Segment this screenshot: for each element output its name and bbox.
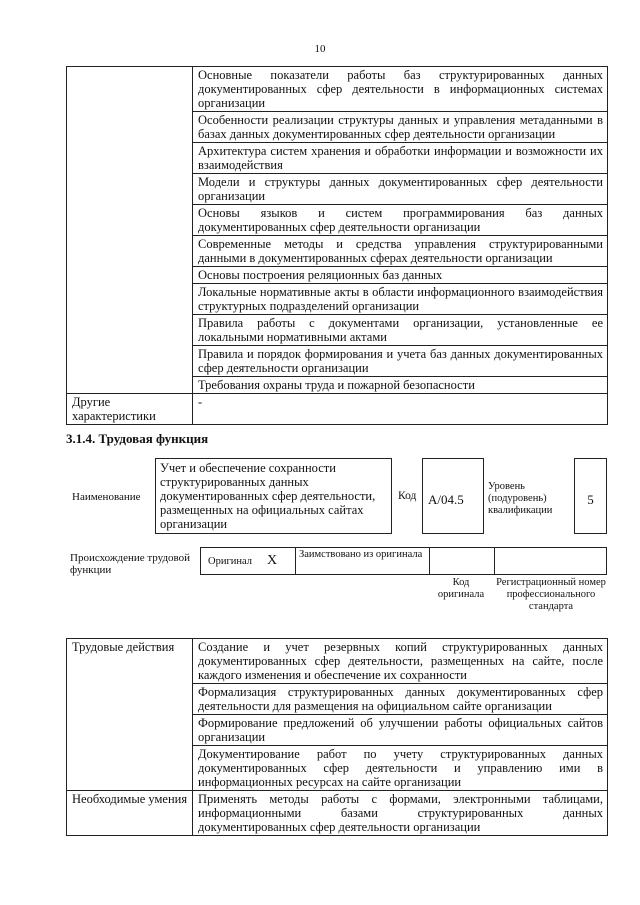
other-characteristics-label: Другие характеристики [67, 394, 193, 425]
action-item: Создание и учет резервных копий структурированных данных документированных сфер деятельности, размещенных на сайте, после каждого изменения и обеспечение их сохранности [193, 639, 608, 684]
knowledge-item: Правила работы с документами организации, установленные ее локальными нормативными актами [193, 315, 608, 346]
original-label: Оригинал [208, 556, 252, 567]
name-label: Наименование [72, 491, 141, 503]
skills-label: Необходимые умения [67, 791, 193, 836]
page-number: 10 [314, 43, 326, 55]
knowledge-item: Современные методы и средства управления структурированными данными в документированных сферах деятельности организации [193, 236, 608, 267]
knowledge-table-body [67, 67, 608, 425]
knowledge-item: Основные показатели работы баз структурированных данных документированных сфер деятельности в информационных системах организации [193, 67, 608, 112]
skill-item: Применять методы работы с формами, электронными таблицами, информационными базами структурированных данных документированных сфер деятельности организации [193, 791, 608, 836]
knowledge-item: Архитектура систем хранения и обработки информации и возможности их взаимодействия [193, 143, 608, 174]
borrowed-label: Заимствовано из оригинала [299, 549, 423, 560]
origin-reg-cell [494, 548, 606, 574]
knowledge-item: Основы построения реляционных баз данных [193, 267, 608, 284]
knowledge-item: Модели и структуры данных документированных сфер деятельности организации [193, 174, 608, 205]
knowledge-item: Требования охраны труда и пожарной безопасности [193, 377, 608, 394]
knowledge-table [66, 66, 608, 425]
action-item: Формирование предложений об улучшении работы официальных сайтов организации [193, 715, 608, 746]
section-heading: 3.1.4. Трудовая функция [66, 431, 209, 446]
origin-code-cell [429, 548, 495, 574]
code-value: А/04.5 [428, 492, 464, 507]
knowledge-item: Основы языков и систем программирования баз данных документированных сфер деятельности организации [193, 205, 608, 236]
function-name-box [155, 458, 392, 534]
code-label: Код [398, 490, 417, 502]
level-value: 5 [587, 492, 594, 507]
code-original-caption: Код оригинала [437, 577, 485, 600]
table-row [67, 67, 608, 112]
knowledge-item: Особенности реализации структуры данных и управления метаданными в базах данных документированных сфер деятельности организации [193, 112, 608, 143]
original-mark: X [267, 553, 278, 568]
actions-label: Трудовые действия [67, 639, 193, 791]
origin-row [200, 547, 607, 575]
code-box [422, 458, 484, 534]
actions-table-body [67, 639, 608, 836]
origin-original-cell [201, 548, 296, 574]
origin-label: Происхождение трудовой функции [70, 552, 191, 576]
table-row [67, 791, 608, 836]
table-row [67, 394, 608, 425]
level-label: Уровень (подуровень) квалификации [488, 481, 553, 516]
knowledge-item: Локальные нормативные акты в области информационного взаимодействия структурных подразделений организации [193, 284, 608, 315]
registration-number-caption: Регистрационный номер профессионального стандарта [496, 577, 606, 612]
table-row [67, 639, 608, 684]
actions-table [66, 638, 608, 836]
other-characteristics-value: - [193, 394, 608, 425]
table-cell-empty [67, 67, 193, 394]
function-name-value: Учет и обеспечение сохранности структурированных данных документированных сфер деятельности, размещенных на официальных сайтах организации [160, 461, 376, 531]
level-box [574, 458, 607, 534]
action-item: Формализация структурированных данных документированных сфер деятельности для размещения на официальном сайте организации [193, 684, 608, 715]
knowledge-item: Правила и порядок формирования и учета баз данных документированных сфер деятельности организации [193, 346, 608, 377]
action-item: Документирование работ по учету структурированных данных документированных сфер деятельности и управлению ими в информационных ресурсах на сайте организации [193, 746, 608, 791]
